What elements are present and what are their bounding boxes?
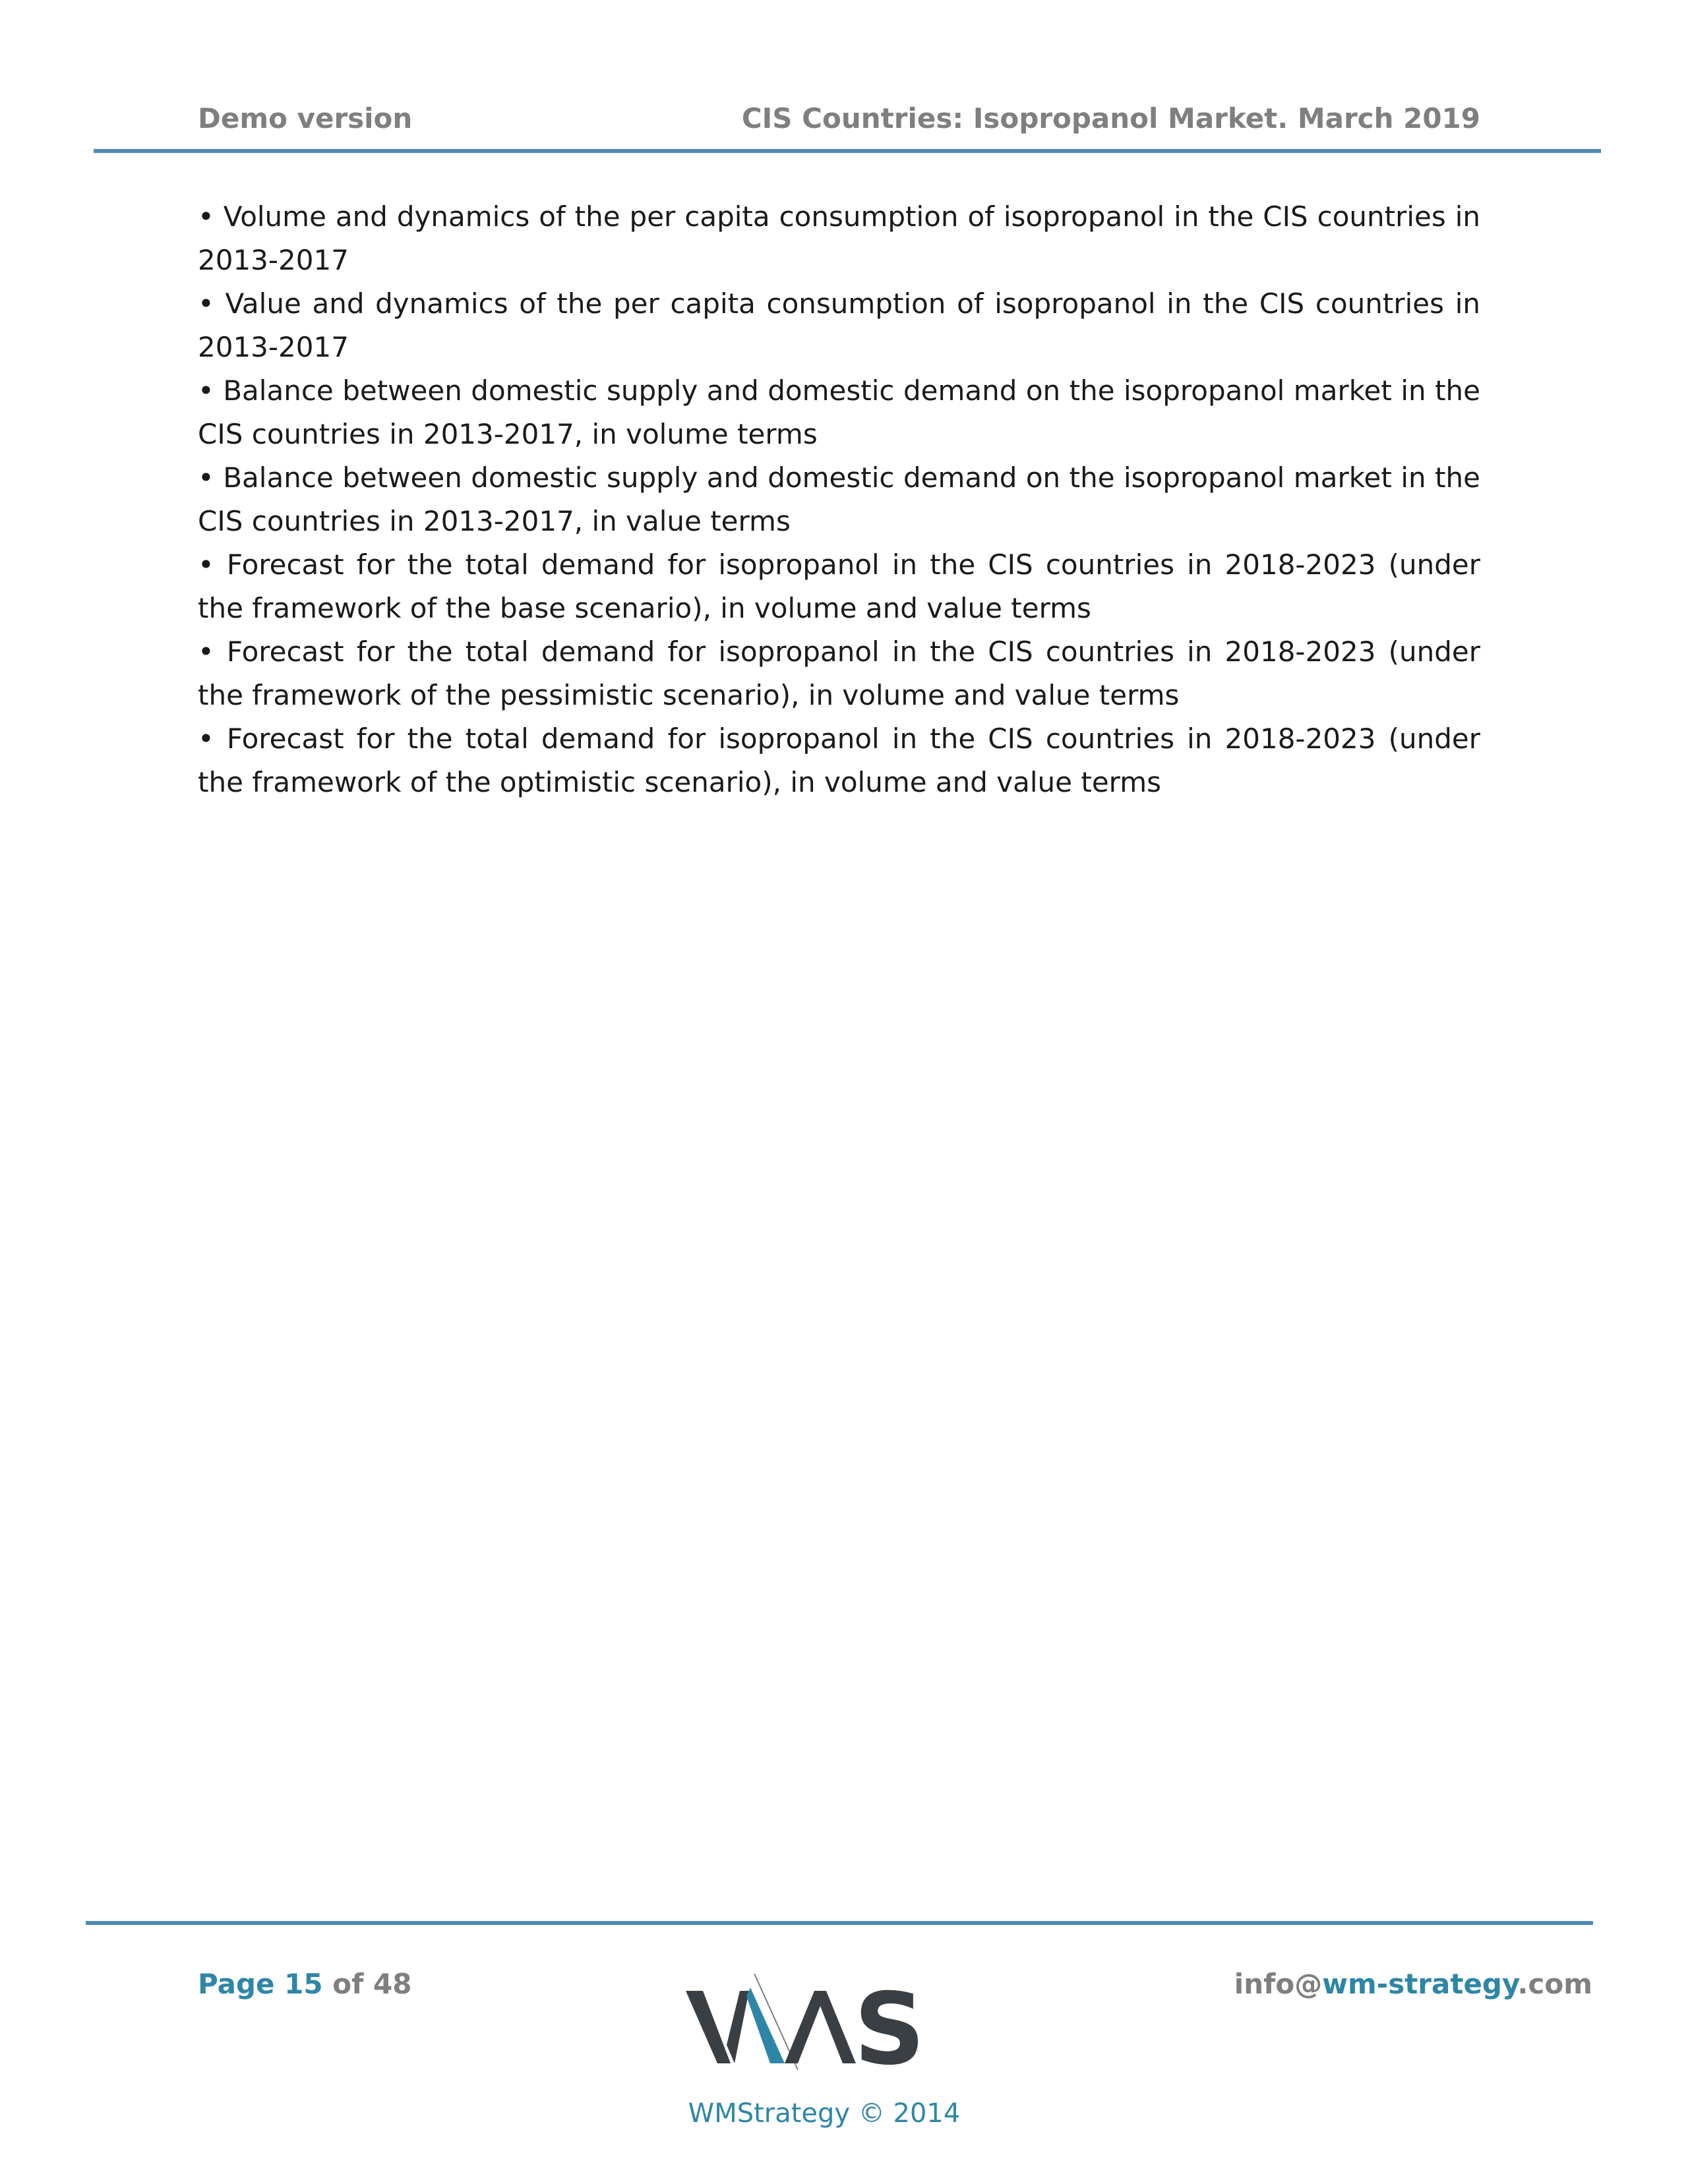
logo-letter-s: S (854, 1972, 926, 2087)
wms-logo (686, 1971, 963, 2090)
list-item: • Volume and dynamics of the per capita consumption of isopropanol in the CIS countries in 2013-2017 (198, 200, 1480, 276)
page-header (198, 99, 1480, 138)
header-demo-version: Demo version (198, 102, 413, 134)
wms-logo-mark (686, 1971, 963, 2090)
page-number: 15 (284, 1968, 323, 2000)
page-total: of 48 (332, 1968, 412, 2000)
footer-divider (86, 1921, 1593, 1925)
bullet-list (198, 195, 1480, 804)
email-tld: .com (1517, 1968, 1592, 2000)
contact-email (1234, 1964, 1592, 2004)
email-domain: wm-strategy (1322, 1968, 1518, 2000)
logo-caption: WMStrategy © 2014 (688, 2098, 961, 2129)
header-report-title: CIS Countries: Isopropanol Market. March 2019 (741, 102, 1480, 134)
list-item: • Balance between domestic supply and domestic demand on the isopropanol market in the CIS countries in 2013-2017, in volume terms (198, 374, 1480, 450)
page-word: Page (198, 1968, 275, 2000)
email-user: info@ (1234, 1968, 1323, 2000)
list-item: • Forecast for the total demand for isopropanol in the CIS countries in 2018-2023 (under the framework of the base scenario), in volume and value terms (198, 548, 1480, 624)
header-divider (94, 149, 1601, 153)
page-counter (198, 1964, 411, 2004)
list-item: • Forecast for the total demand for isopropanol in the CIS countries in 2018-2023 (under the framework of the pessimistic scenario), in volume and value terms (198, 635, 1480, 711)
list-item: • Value and dynamics of the per capita consumption of isopropanol in the CIS countries in 2013-2017 (198, 287, 1480, 363)
list-item: • Balance between domestic supply and domestic demand on the isopropanol market in the CIS countries in 2013-2017, in value terms (198, 461, 1480, 537)
list-item: • Forecast for the total demand for isopropanol in the CIS countries in 2018-2023 (under the framework of the optimistic scenario), in volume and value terms (198, 723, 1480, 798)
